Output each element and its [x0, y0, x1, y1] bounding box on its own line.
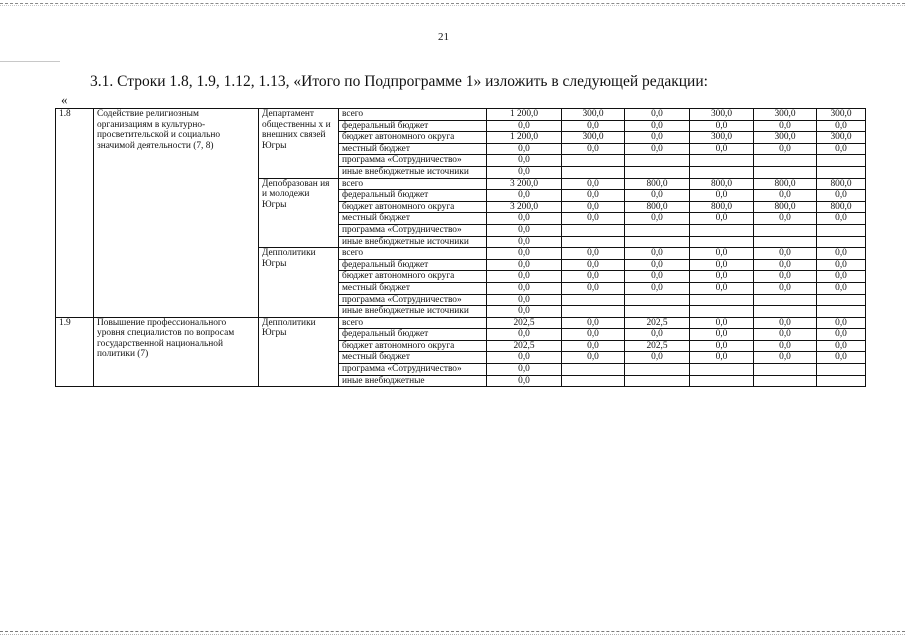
year-amount-cell: 0,0: [625, 271, 690, 283]
year-amount-cell: [562, 375, 625, 387]
year-amount-cell: 0,0: [690, 317, 754, 329]
scan-edge-bottom-secondary: [0, 634, 905, 635]
funding-source-cell: местный бюджет: [339, 213, 487, 225]
year-amount-cell: [562, 364, 625, 376]
year-amount-cell: [562, 224, 625, 236]
year-amount-cell: [562, 306, 625, 318]
funding-source-cell: федеральный бюджет: [339, 329, 487, 341]
funding-source-cell: местный бюджет: [339, 352, 487, 364]
year-amount-cell: 0,0: [625, 190, 690, 202]
year-amount-cell: 0,0: [690, 143, 754, 155]
budget-table-body: [56, 109, 866, 387]
year-amount-cell: 800,0: [817, 178, 866, 190]
year-amount-cell: 0,0: [690, 282, 754, 294]
funding-source-cell: всего: [339, 109, 487, 121]
total-amount-cell: 0,0: [487, 259, 562, 271]
total-amount-cell: 0,0: [487, 271, 562, 283]
funding-source-cell: программа «Сотрудничество»: [339, 364, 487, 376]
year-amount-cell: 300,0: [817, 132, 866, 144]
total-amount-cell: 0,0: [487, 282, 562, 294]
total-amount-cell: 0,0: [487, 143, 562, 155]
year-amount-cell: 0,0: [817, 317, 866, 329]
year-amount-cell: 0,0: [690, 213, 754, 225]
year-amount-cell: 0,0: [754, 143, 817, 155]
year-amount-cell: [754, 236, 817, 248]
year-amount-cell: [817, 294, 866, 306]
year-amount-cell: [562, 166, 625, 178]
funding-source-cell: иные внебюджетные источники: [339, 236, 487, 248]
year-amount-cell: 0,0: [817, 259, 866, 271]
year-amount-cell: 0,0: [754, 329, 817, 341]
year-amount-cell: 300,0: [817, 109, 866, 121]
year-amount-cell: 800,0: [690, 178, 754, 190]
year-amount-cell: [625, 155, 690, 167]
year-amount-cell: 0,0: [754, 259, 817, 271]
table-row: [56, 317, 866, 329]
year-amount-cell: [690, 306, 754, 318]
total-amount-cell: 1 200,0: [487, 109, 562, 121]
total-amount-cell: 0,0: [487, 213, 562, 225]
year-amount-cell: 800,0: [754, 201, 817, 213]
year-amount-cell: [562, 236, 625, 248]
total-amount-cell: 0,0: [487, 248, 562, 260]
year-amount-cell: [625, 375, 690, 387]
year-amount-cell: 0,0: [754, 352, 817, 364]
year-amount-cell: 0,0: [690, 190, 754, 202]
year-amount-cell: 800,0: [625, 201, 690, 213]
year-amount-cell: 800,0: [817, 201, 866, 213]
year-amount-cell: [690, 364, 754, 376]
row-number-cell: 1.9: [56, 317, 94, 387]
year-amount-cell: [562, 294, 625, 306]
total-amount-cell: 0,0: [487, 224, 562, 236]
year-amount-cell: 0,0: [562, 329, 625, 341]
funding-source-cell: иные внебюджетные источники: [339, 306, 487, 318]
scan-edge-top: [0, 3, 905, 4]
funding-source-cell: всего: [339, 248, 487, 260]
document-heading: 3.1. Строки 1.8, 1.9, 1.12, 1.13, «Итого по Подпрограмме 1» изложить в следующей редакции:: [90, 73, 708, 90]
year-amount-cell: 0,0: [754, 271, 817, 283]
year-amount-cell: [690, 155, 754, 167]
year-amount-cell: 0,0: [562, 352, 625, 364]
year-amount-cell: 0,0: [562, 271, 625, 283]
year-amount-cell: [817, 364, 866, 376]
total-amount-cell: 0,0: [487, 329, 562, 341]
year-amount-cell: 0,0: [562, 248, 625, 260]
year-amount-cell: 0,0: [817, 340, 866, 352]
year-amount-cell: 0,0: [817, 329, 866, 341]
year-amount-cell: 0,0: [690, 352, 754, 364]
year-amount-cell: [817, 375, 866, 387]
year-amount-cell: 0,0: [754, 120, 817, 132]
year-amount-cell: 0,0: [625, 352, 690, 364]
total-amount-cell: 202,5: [487, 317, 562, 329]
year-amount-cell: 0,0: [817, 143, 866, 155]
year-amount-cell: [817, 236, 866, 248]
total-amount-cell: 0,0: [487, 306, 562, 318]
total-amount-cell: 0,0: [487, 236, 562, 248]
year-amount-cell: 0,0: [690, 340, 754, 352]
total-amount-cell: 0,0: [487, 352, 562, 364]
year-amount-cell: 0,0: [690, 271, 754, 283]
year-amount-cell: [625, 364, 690, 376]
year-amount-cell: 0,0: [562, 120, 625, 132]
executor-cell: Депобразован ия и молодежи Югры: [259, 178, 339, 248]
year-amount-cell: 0,0: [817, 271, 866, 283]
year-amount-cell: 300,0: [754, 109, 817, 121]
year-amount-cell: [817, 155, 866, 167]
funding-source-cell: местный бюджет: [339, 282, 487, 294]
row-number-cell: 1.8: [56, 109, 94, 318]
year-amount-cell: 300,0: [690, 132, 754, 144]
year-amount-cell: 0,0: [754, 213, 817, 225]
year-amount-cell: 0,0: [625, 259, 690, 271]
funding-source-cell: местный бюджет: [339, 143, 487, 155]
year-amount-cell: 0,0: [562, 213, 625, 225]
funding-source-cell: иные внебюджетные источники: [339, 166, 487, 178]
scan-edge-bottom: [0, 631, 905, 632]
year-amount-cell: 300,0: [690, 109, 754, 121]
year-amount-cell: 0,0: [562, 317, 625, 329]
year-amount-cell: 0,0: [754, 248, 817, 260]
year-amount-cell: 300,0: [562, 132, 625, 144]
year-amount-cell: 0,0: [562, 178, 625, 190]
executor-cell: Депполитики Югры: [259, 248, 339, 318]
year-amount-cell: 0,0: [754, 282, 817, 294]
funding-source-cell: бюджет автономного округа: [339, 132, 487, 144]
funding-source-cell: всего: [339, 317, 487, 329]
year-amount-cell: 0,0: [690, 259, 754, 271]
year-amount-cell: [754, 375, 817, 387]
year-amount-cell: [690, 166, 754, 178]
activity-name-cell: Содействие религиозным организациям в культурно-просветительской и социально значимой деятельности (7, 8): [94, 109, 259, 318]
year-amount-cell: 0,0: [562, 282, 625, 294]
total-amount-cell: 0,0: [487, 364, 562, 376]
year-amount-cell: 0,0: [625, 109, 690, 121]
total-amount-cell: 1 200,0: [487, 132, 562, 144]
year-amount-cell: 0,0: [625, 132, 690, 144]
total-amount-cell: 0,0: [487, 120, 562, 132]
funding-source-cell: программа «Сотрудничество»: [339, 224, 487, 236]
table-row: [56, 109, 866, 121]
year-amount-cell: 300,0: [754, 132, 817, 144]
year-amount-cell: 0,0: [817, 190, 866, 202]
year-amount-cell: 800,0: [625, 178, 690, 190]
year-amount-cell: 202,5: [625, 317, 690, 329]
year-amount-cell: 202,5: [625, 340, 690, 352]
funding-source-cell: программа «Сотрудничество»: [339, 294, 487, 306]
year-amount-cell: 0,0: [562, 340, 625, 352]
year-amount-cell: 0,0: [625, 248, 690, 260]
year-amount-cell: 0,0: [562, 143, 625, 155]
funding-source-cell: всего: [339, 178, 487, 190]
year-amount-cell: 300,0: [562, 109, 625, 121]
year-amount-cell: 0,0: [817, 120, 866, 132]
year-amount-cell: 0,0: [625, 282, 690, 294]
year-amount-cell: 0,0: [817, 282, 866, 294]
total-amount-cell: 3 200,0: [487, 178, 562, 190]
year-amount-cell: 0,0: [690, 120, 754, 132]
total-amount-cell: 0,0: [487, 155, 562, 167]
executor-cell: Департамент общественны х и внешних связей Югры: [259, 109, 339, 179]
year-amount-cell: 0,0: [625, 329, 690, 341]
year-amount-cell: [754, 364, 817, 376]
year-amount-cell: 0,0: [625, 120, 690, 132]
year-amount-cell: 800,0: [690, 201, 754, 213]
year-amount-cell: [625, 224, 690, 236]
year-amount-cell: 800,0: [754, 178, 817, 190]
total-amount-cell: 0,0: [487, 166, 562, 178]
year-amount-cell: [754, 224, 817, 236]
year-amount-cell: [625, 294, 690, 306]
funding-source-cell: федеральный бюджет: [339, 190, 487, 202]
year-amount-cell: 0,0: [754, 190, 817, 202]
year-amount-cell: [817, 224, 866, 236]
year-amount-cell: [754, 294, 817, 306]
year-amount-cell: [690, 294, 754, 306]
year-amount-cell: 0,0: [754, 340, 817, 352]
year-amount-cell: [625, 166, 690, 178]
funding-source-cell: программа «Сотрудничество»: [339, 155, 487, 167]
activity-name-cell: Повышение профессионального уровня специалистов по вопросам государственной национальной политики (7): [94, 317, 259, 387]
open-quote-mark: «: [61, 92, 68, 107]
year-amount-cell: [817, 166, 866, 178]
total-amount-cell: 0,0: [487, 294, 562, 306]
year-amount-cell: 0,0: [817, 248, 866, 260]
funding-source-cell: федеральный бюджет: [339, 120, 487, 132]
year-amount-cell: [754, 306, 817, 318]
page-number: 21: [438, 31, 449, 43]
year-amount-cell: [562, 155, 625, 167]
year-amount-cell: 0,0: [817, 352, 866, 364]
total-amount-cell: 0,0: [487, 375, 562, 387]
scan-edge-top-secondary: [0, 5, 905, 6]
year-amount-cell: [690, 236, 754, 248]
year-amount-cell: 0,0: [562, 190, 625, 202]
executor-cell: Депполитики Югры: [259, 317, 339, 387]
total-amount-cell: 3 200,0: [487, 201, 562, 213]
budget-table: [55, 108, 866, 387]
year-amount-cell: [625, 236, 690, 248]
year-amount-cell: [817, 306, 866, 318]
year-amount-cell: [690, 224, 754, 236]
funding-source-cell: бюджет автономного округа: [339, 201, 487, 213]
year-amount-cell: 0,0: [690, 329, 754, 341]
funding-source-cell: иные внебюджетные: [339, 375, 487, 387]
year-amount-cell: [625, 306, 690, 318]
total-amount-cell: 202,5: [487, 340, 562, 352]
year-amount-cell: [754, 155, 817, 167]
year-amount-cell: [690, 375, 754, 387]
year-amount-cell: 0,0: [562, 201, 625, 213]
year-amount-cell: [754, 166, 817, 178]
year-amount-cell: 0,0: [625, 143, 690, 155]
year-amount-cell: 0,0: [562, 259, 625, 271]
funding-source-cell: бюджет автономного округа: [339, 340, 487, 352]
funding-source-cell: бюджет автономного округа: [339, 271, 487, 283]
total-amount-cell: 0,0: [487, 190, 562, 202]
year-amount-cell: 0,0: [625, 213, 690, 225]
year-amount-cell: 0,0: [754, 317, 817, 329]
scan-edge-left-mark: [0, 61, 60, 62]
year-amount-cell: 0,0: [817, 213, 866, 225]
funding-source-cell: федеральный бюджет: [339, 259, 487, 271]
year-amount-cell: 0,0: [690, 248, 754, 260]
